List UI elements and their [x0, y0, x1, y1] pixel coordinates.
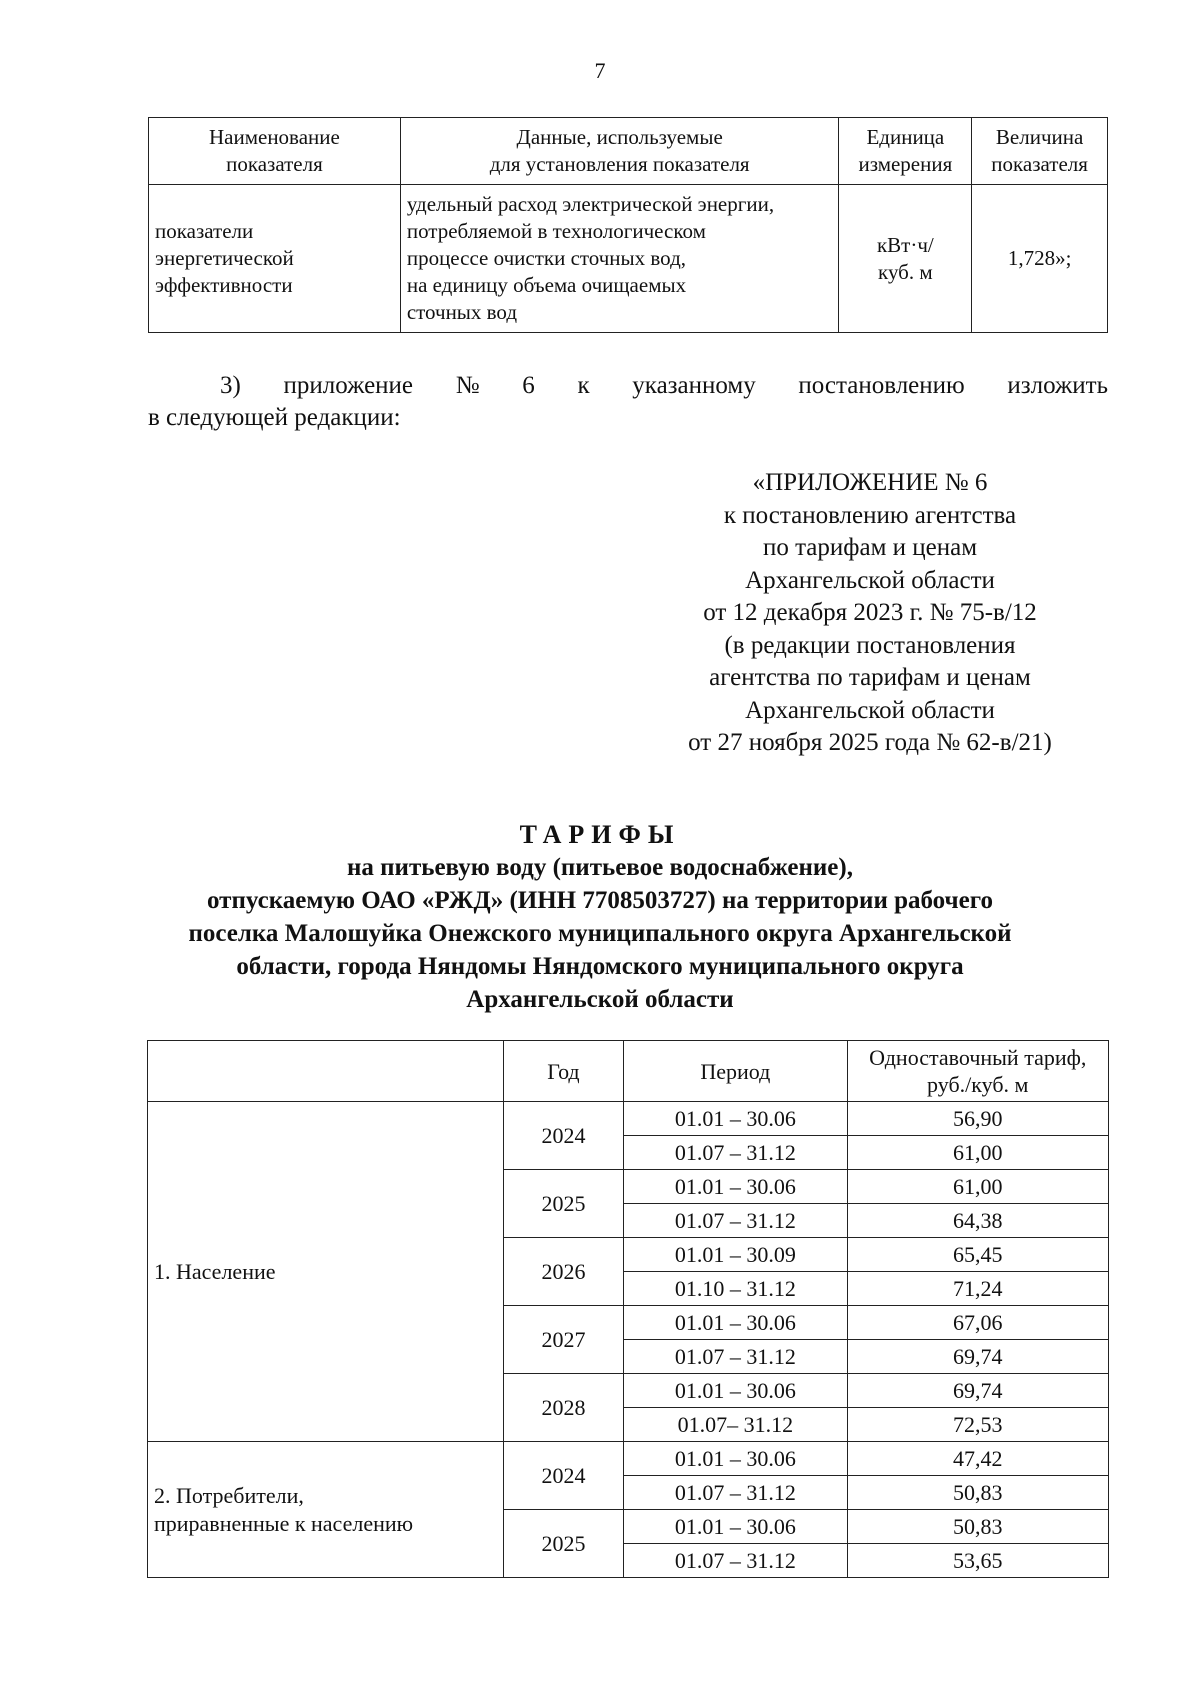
tariff-value-cell: 69,74: [847, 1340, 1108, 1374]
header-tariff: Одноставочный тариф, руб./куб. м: [847, 1041, 1108, 1102]
year-cell: 2024: [503, 1442, 623, 1510]
period-cell: 01.07 – 31.12: [624, 1476, 847, 1510]
tariff-value-cell: 47,42: [847, 1442, 1108, 1476]
row-name: показатели энергетической эффективности: [149, 185, 401, 333]
period-cell: 01.07 – 31.12: [624, 1544, 847, 1578]
period-cell: 01.07– 31.12: [624, 1408, 847, 1442]
appendix-line: по тарифам и ценам: [762, 534, 978, 561]
title-line: отпускаемую ОАО «РЖД» (ИНН 7708503727) на территории рабочего: [207, 887, 993, 914]
title-heading: ТАРИФЫ: [519, 820, 681, 849]
indicator-table: [148, 117, 1108, 333]
title-line: поселка Малошуйка Онежского муниципального округа Архангельской: [188, 920, 1012, 947]
period-cell: 01.01 – 30.06: [624, 1374, 847, 1408]
tariff-value-cell: 61,00: [847, 1170, 1108, 1204]
tariff-value-cell: 65,45: [847, 1238, 1108, 1272]
paragraph-line-1: 3) приложение № 6 к указанному постановлению изложить: [220, 372, 1108, 399]
appendix-line: Архангельской области: [745, 696, 995, 724]
year-cell: 2024: [503, 1102, 623, 1170]
tariff-value-cell: 53,65: [847, 1544, 1108, 1578]
period-cell: 01.01 – 30.09: [624, 1238, 847, 1272]
tariff-table-header: [148, 1041, 1109, 1102]
period-cell: 01.10 – 31.12: [624, 1272, 847, 1306]
tariff-value-cell: 72,53: [847, 1408, 1108, 1442]
period-cell: 01.07 – 31.12: [624, 1340, 847, 1374]
tariff-value-cell: 67,06: [847, 1306, 1108, 1340]
table-row: [148, 1442, 1109, 1476]
page-number: 7: [594, 58, 606, 83]
period-cell: 01.01 – 30.06: [624, 1442, 847, 1476]
title-line: Архангельской области: [466, 986, 734, 1013]
year-cell: 2027: [503, 1306, 623, 1374]
period-cell: 01.01 – 30.06: [624, 1510, 847, 1544]
appendix-line: к постановлению агентства: [723, 501, 1017, 529]
indicator-table-header: [149, 118, 1108, 185]
year-cell: 2026: [503, 1238, 623, 1306]
year-cell: 2025: [503, 1170, 623, 1238]
header-year: Год: [503, 1041, 623, 1102]
appendix-line: Архангельской области: [745, 566, 995, 594]
row-unit: кВт·ч/ куб. м: [839, 185, 972, 333]
appendix-line: от 12 декабря 2023 г. № 75-в/12: [703, 599, 1037, 626]
header-value: Величина показателя: [972, 118, 1108, 185]
table-row: [148, 1102, 1109, 1136]
appendix-line: «ПРИЛОЖЕНИЕ № 6: [752, 469, 988, 496]
period-cell: 01.01 – 30.06: [624, 1306, 847, 1340]
period-cell: 01.01 – 30.06: [624, 1170, 847, 1204]
tariff-value-cell: 69,74: [847, 1374, 1108, 1408]
row-value: 1,728»;: [972, 185, 1108, 333]
category-cell: 2. Потребители, приравненные к населению: [148, 1442, 504, 1578]
tariff-value-cell: 50,83: [847, 1510, 1108, 1544]
year-cell: 2025: [503, 1510, 623, 1578]
title-line: области, города Няндомы Няндомского муниципального округа: [236, 953, 964, 980]
tariff-value-cell: 50,83: [847, 1476, 1108, 1510]
tariff-value-cell: 56,90: [847, 1102, 1108, 1136]
document-title: [120, 818, 1080, 1016]
appendix-line: (в редакции постановления: [724, 631, 1016, 659]
tariff-value-cell: 64,38: [847, 1204, 1108, 1238]
amendment-paragraph: [148, 370, 1108, 434]
category-cell: 1. Население: [148, 1102, 504, 1442]
year-cell: 2028: [503, 1374, 623, 1442]
tariff-value-cell: 71,24: [847, 1272, 1108, 1306]
header-unit: Единица измерения: [839, 118, 972, 185]
appendix-line: от 27 ноября 2025 года № 62-в/21): [688, 729, 1052, 756]
paragraph-line-2: в следующей редакции:: [148, 404, 401, 431]
indicator-table-row: [149, 185, 1108, 333]
appendix-header: [640, 467, 1100, 760]
appendix-line: агентства по тарифам и ценам: [709, 664, 1031, 691]
period-cell: 01.01 – 30.06: [624, 1102, 847, 1136]
tariff-value-cell: 61,00: [847, 1136, 1108, 1170]
period-cell: 01.07 – 31.12: [624, 1136, 847, 1170]
header-category: [148, 1041, 504, 1102]
header-name: Наименование показателя: [149, 118, 401, 185]
title-line: на питьевую воду (питьевое водоснабжение),: [347, 854, 853, 881]
header-period: Период: [624, 1041, 847, 1102]
period-cell: 01.07 – 31.12: [624, 1204, 847, 1238]
row-data: удельный расход электрической энергии, потребляемой в технологическом процессе очистки сточных вод, на единицу объема очищаемых сточных вод: [400, 185, 839, 333]
tariff-table: [147, 1040, 1109, 1578]
header-data: Данные, используемые для установления показателя: [400, 118, 839, 185]
